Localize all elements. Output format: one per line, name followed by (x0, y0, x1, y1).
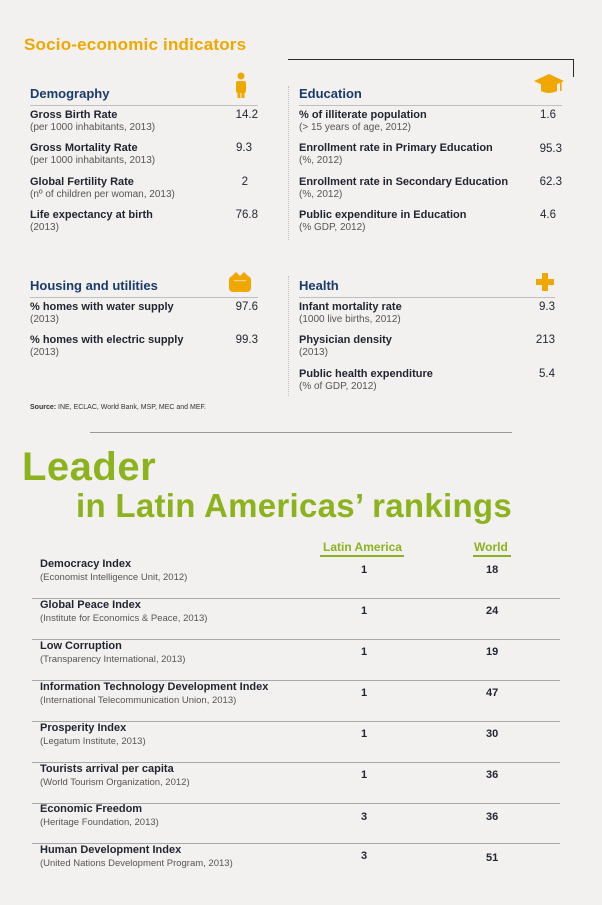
section-heading: Health (299, 278, 339, 293)
ranking-row (40, 558, 560, 599)
indicator-item (30, 109, 258, 133)
housing-section (30, 278, 258, 368)
ranking-latam-value: 3 (361, 811, 368, 823)
graduation-cap-icon (534, 72, 564, 98)
ranking-world-value: 47 (486, 687, 499, 699)
ranking-row (40, 681, 560, 722)
indicator-item (30, 176, 258, 200)
indicator-label: % of illiterate population (299, 109, 427, 121)
ranking-world-value: 30 (486, 728, 499, 740)
source-label: Source: (30, 404, 57, 411)
indicator-value: 213 (535, 334, 555, 346)
column-header-world: World (474, 540, 508, 554)
leader-subtitle: in Latin Americas’ rankings (76, 487, 513, 524)
section-heading: Demography (30, 86, 110, 101)
indicator-value: 62.3 (539, 176, 562, 188)
indicator-note: (%, 2012) (299, 155, 343, 166)
ranking-latam-value: 1 (361, 564, 368, 576)
ranking-world-value: 24 (486, 605, 499, 617)
source-note (30, 404, 206, 411)
ranking-row (40, 763, 560, 804)
ranking-source: (Economist Intelligence Unit, 2012) (40, 572, 188, 583)
indicator-note: (2013) (299, 347, 328, 358)
indicator-label: Infant mortality rate (299, 301, 402, 313)
ranking-row (40, 599, 560, 640)
indicator-note: (2013) (30, 347, 59, 358)
section-divider (299, 297, 555, 298)
health-section (299, 278, 555, 398)
section-divider (30, 297, 258, 298)
frame-line (288, 59, 574, 60)
ranking-source: (World Tourism Organization, 2012) (40, 777, 190, 788)
indicator-note: (2013) (30, 314, 59, 325)
indicator-note: (%, 2012) (299, 189, 343, 200)
indicator-note: (1000 live births, 2012) (299, 314, 401, 325)
plus-icon (535, 272, 555, 292)
indicator-value: 99.3 (235, 334, 258, 346)
ranking-latam-value: 1 (361, 687, 368, 699)
indicator-note: (2013) (30, 222, 59, 233)
indicator-value: 9.3 (539, 301, 555, 313)
indicator-item (30, 301, 258, 325)
indicator-label: Gross Birth Rate (30, 109, 118, 121)
section-heading: Education (299, 86, 362, 101)
source-text: INE, ECLAC, World Bank, MSP, MEC and MEF. (56, 404, 206, 411)
section-heading: Housing and utilities (30, 278, 158, 293)
ranking-latam-value: 1 (361, 769, 368, 781)
house-icon (228, 271, 252, 293)
ranking-name: Democracy Index (40, 558, 132, 570)
indicator-item (299, 142, 562, 166)
indicator-value: 9.3 (236, 142, 252, 154)
indicator-label: Enrollment rate in Secondary Education (299, 176, 509, 188)
ranking-source: (Institute for Economics & Peace, 2013) (40, 613, 208, 624)
indicator-value: 76.8 (235, 209, 258, 221)
section-divider (30, 105, 258, 106)
indicator-label: % homes with water supply (30, 301, 174, 313)
indicator-note: (% of GDP, 2012) (299, 381, 377, 392)
person-icon (230, 72, 252, 98)
ranking-name: Low Corruption (40, 640, 122, 652)
column-separator (288, 86, 289, 240)
ranking-latam-value: 1 (361, 605, 368, 617)
indicator-note: (> 15 years of age, 2012) (299, 122, 412, 133)
ranking-latam-value: 1 (361, 728, 368, 740)
ranking-world-value: 36 (486, 811, 499, 823)
indicator-item (30, 334, 258, 358)
ranking-row (40, 640, 560, 681)
ranking-world-value: 51 (486, 852, 499, 864)
indicator-item (299, 334, 555, 358)
indicator-item (299, 368, 555, 392)
ranking-latam-value: 1 (361, 646, 368, 658)
indicator-value: 2 (241, 176, 248, 188)
ranking-source: (United Nations Development Program, 2013) (40, 858, 233, 869)
ranking-world-value: 36 (486, 769, 499, 781)
ranking-source: (Transparency International, 2013) (40, 654, 186, 665)
ranking-name: Tourists arrival per capita (40, 763, 174, 775)
indicator-value: 4.6 (540, 209, 556, 221)
column-separator (288, 276, 289, 396)
indicator-item (299, 209, 562, 233)
demography-section (30, 86, 258, 246)
page-title: Socio-economic indicators (24, 35, 247, 54)
ranking-latam-value: 3 (361, 850, 368, 862)
ranking-row (40, 844, 560, 878)
indicator-value: 1.6 (540, 109, 556, 121)
indicator-value: 14.2 (235, 109, 258, 121)
indicator-label: Global Fertility Rate (30, 176, 134, 188)
indicator-note: (% GDP, 2012) (299, 222, 366, 233)
indicator-value: 95.3 (539, 143, 562, 155)
column-header-latin-america: Latin America (323, 540, 402, 554)
ranking-source: (Heritage Foundation, 2013) (40, 817, 159, 828)
indicator-item (299, 301, 555, 325)
section-divider (90, 432, 512, 433)
ranking-world-value: 18 (486, 564, 499, 576)
indicator-note: (per 1000 inhabitants, 2013) (30, 155, 156, 166)
ranking-world-value: 19 (486, 646, 499, 658)
ranking-row (40, 722, 560, 763)
indicator-label: Public expenditure in Education (299, 209, 467, 221)
indicator-item (30, 209, 258, 233)
ranking-source: (International Telecommunication Union, 2013) (40, 695, 237, 706)
column-header-underline (320, 555, 404, 557)
ranking-row (40, 803, 560, 844)
indicator-label: % homes with electric supply (30, 334, 184, 346)
leader-title: Leader (22, 445, 157, 489)
indicator-note: (per 1000 inhabitants, 2013) (30, 122, 156, 133)
ranking-name: Prosperity Index (40, 722, 127, 734)
column-header-underline (473, 555, 511, 557)
indicator-item (299, 176, 562, 200)
ranking-name: Economic Freedom (40, 803, 143, 815)
education-section (299, 86, 562, 246)
indicator-item (30, 142, 258, 166)
ranking-source: (Legatum Institute, 2013) (40, 736, 146, 747)
indicator-label: Enrollment rate in Primary Education (299, 142, 493, 154)
frame-line (573, 59, 574, 77)
ranking-name: Global Peace Index (40, 599, 141, 611)
indicator-value: 5.4 (539, 368, 555, 380)
indicator-note: (nº of children per woman, 2013) (30, 189, 175, 200)
indicator-item (299, 109, 562, 133)
indicator-label: Gross Mortality Rate (30, 142, 138, 154)
indicator-label: Public health expenditure (299, 368, 433, 380)
ranking-name: Human Development Index (40, 844, 182, 856)
indicator-label: Physician density (299, 334, 392, 346)
indicator-label: Life expectancy at birth (30, 209, 153, 221)
section-divider (299, 105, 562, 106)
ranking-name: Information Technology Development Index (40, 681, 269, 693)
indicator-value: 97.6 (235, 301, 258, 313)
